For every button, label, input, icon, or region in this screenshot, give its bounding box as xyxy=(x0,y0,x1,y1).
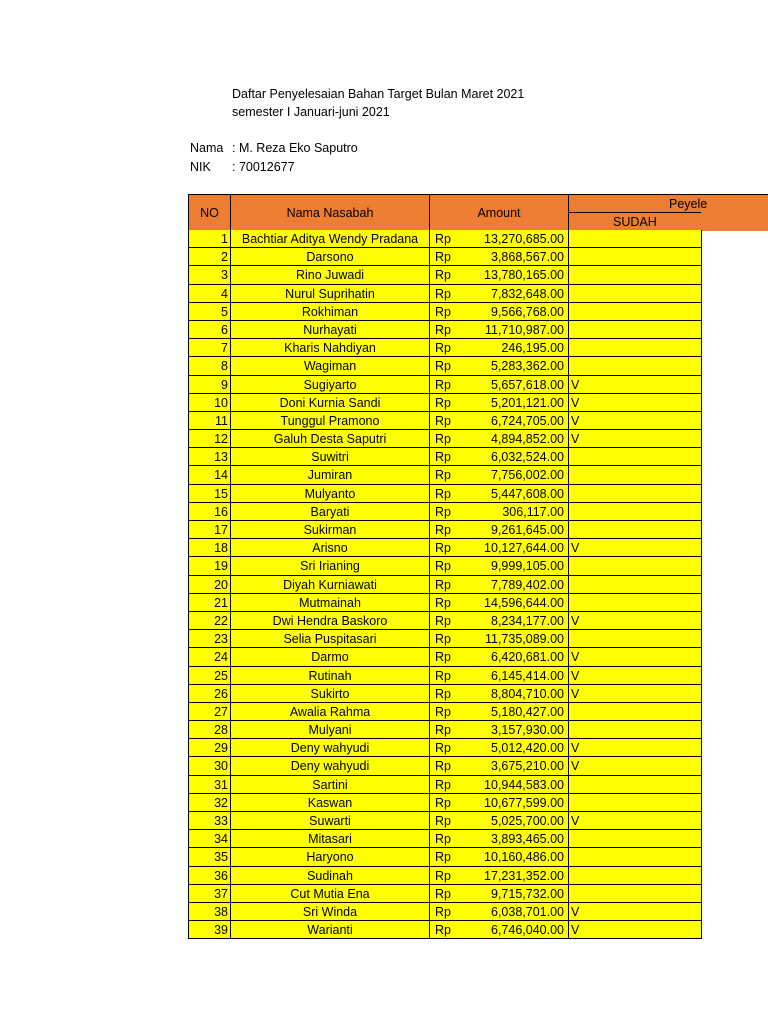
currency-symbol: Rp xyxy=(435,250,451,265)
sudah-mark[interactable] xyxy=(569,339,702,357)
sudah-mark[interactable] xyxy=(569,594,702,612)
currency-symbol: Rp xyxy=(435,559,451,574)
row-number[interactable]: 12 xyxy=(188,430,231,448)
table-row[interactable] xyxy=(188,466,702,484)
currency-symbol: Rp xyxy=(435,668,451,683)
sudah-mark[interactable] xyxy=(569,521,702,539)
column-header-no: NO xyxy=(188,194,231,231)
amount-cell[interactable] xyxy=(430,448,569,466)
amount-value: 6,746,040.00 xyxy=(491,923,564,938)
amount-value: 5,201,121.00 xyxy=(491,395,564,410)
amount-cell[interactable] xyxy=(430,303,569,321)
nasabah-name[interactable]: Deny wahyudi xyxy=(231,757,430,775)
amount-cell[interactable] xyxy=(430,667,569,685)
currency-symbol: Rp xyxy=(435,886,451,901)
table-row[interactable] xyxy=(188,503,702,521)
row-number[interactable]: 18 xyxy=(188,539,231,557)
sudah-mark[interactable]: V xyxy=(569,685,702,703)
amount-value: 5,180,427.00 xyxy=(491,704,564,719)
row-number[interactable]: 16 xyxy=(188,503,231,521)
document-subtitle: semester I Januari-juni 2021 xyxy=(232,105,390,119)
sudah-mark[interactable] xyxy=(569,285,702,303)
amount-cell[interactable] xyxy=(430,430,569,448)
row-number[interactable]: 6 xyxy=(188,321,231,339)
amount-cell[interactable] xyxy=(430,812,569,830)
table-row[interactable] xyxy=(188,430,702,448)
nasabah-name[interactable]: Galuh Desta Saputri xyxy=(231,430,430,448)
column-header-sudah: SUDAH xyxy=(568,212,702,231)
amount-value: 5,025,700.00 xyxy=(491,814,564,828)
nasabah-name[interactable]: Sugiyarto xyxy=(231,376,430,394)
table-row[interactable] xyxy=(188,667,702,685)
sudah-mark[interactable] xyxy=(569,721,702,739)
table-row[interactable] xyxy=(188,594,702,612)
amount-value: 11,735,089.00 xyxy=(484,632,564,647)
sudah-mark[interactable]: V xyxy=(569,739,702,757)
amount-cell[interactable] xyxy=(430,230,569,248)
amount-cell[interactable] xyxy=(430,867,569,885)
table-row[interactable] xyxy=(188,812,702,830)
table-row[interactable] xyxy=(188,376,702,394)
currency-symbol: Rp xyxy=(435,341,451,356)
table-row[interactable] xyxy=(188,539,702,557)
amount-value: 9,715,732.00 xyxy=(491,886,564,901)
amount-value: 10,944,583.00 xyxy=(484,777,564,792)
amount-value: 3,893,465.00 xyxy=(491,832,564,847)
amount-value: 3,675,210.00 xyxy=(491,759,564,774)
currency-symbol: Rp xyxy=(435,523,451,537)
header-fill xyxy=(701,212,768,231)
nasabah-name[interactable]: Diyah Kurniawati xyxy=(231,576,430,594)
amount-cell[interactable] xyxy=(430,594,569,612)
sudah-mark[interactable]: V xyxy=(569,539,702,557)
amount-value: 7,789,402.00 xyxy=(491,577,564,592)
sudah-mark[interactable] xyxy=(569,466,702,484)
sudah-mark[interactable] xyxy=(569,557,702,575)
row-number[interactable]: 8 xyxy=(188,357,231,375)
row-number[interactable]: 20 xyxy=(188,576,231,594)
nasabah-name[interactable]: Bachtiar Aditya Wendy Pradana xyxy=(231,230,430,248)
amount-value: 11,710,987.00 xyxy=(484,322,564,337)
currency-symbol: Rp xyxy=(435,613,451,628)
row-number[interactable]: 35 xyxy=(188,848,231,866)
amount-cell[interactable] xyxy=(430,830,569,848)
amount-cell[interactable] xyxy=(430,557,569,575)
nasabah-name[interactable]: Sri Irianing xyxy=(231,557,430,575)
table-row[interactable] xyxy=(188,230,702,248)
table-row[interactable] xyxy=(188,394,702,412)
amount-cell[interactable] xyxy=(430,648,569,666)
currency-symbol: Rp xyxy=(435,541,451,556)
sudah-mark[interactable] xyxy=(569,321,702,339)
currency-symbol: Rp xyxy=(435,450,451,465)
nasabah-name[interactable]: Warianti xyxy=(231,921,430,939)
nasabah-name[interactable]: Mutmainah xyxy=(231,594,430,612)
amount-value: 4,894,852.00 xyxy=(491,432,564,447)
document-title: Daftar Penyelesaian Bahan Target Bulan Maret 2021 xyxy=(232,87,525,101)
amount-value: 6,724,705.00 xyxy=(491,413,564,428)
table-row[interactable] xyxy=(188,848,702,866)
currency-symbol: Rp xyxy=(435,395,451,410)
nasabah-name[interactable]: Jumiran xyxy=(231,466,430,484)
row-number[interactable]: 22 xyxy=(188,612,231,630)
row-number[interactable]: 21 xyxy=(188,594,231,612)
nasabah-name[interactable]: Selia Puspitasari xyxy=(231,630,430,648)
amount-value: 6,032,524.00 xyxy=(491,450,564,465)
amount-value: 3,868,567.00 xyxy=(491,250,564,265)
currency-symbol: Rp xyxy=(435,923,451,938)
nasabah-name[interactable]: Suwarti xyxy=(231,812,430,830)
row-number[interactable]: 13 xyxy=(188,448,231,466)
currency-symbol: Rp xyxy=(435,486,451,501)
amount-value: 7,756,002.00 xyxy=(491,468,564,483)
sudah-mark[interactable]: V xyxy=(569,430,702,448)
row-number[interactable]: 19 xyxy=(188,557,231,575)
sudah-mark[interactable] xyxy=(569,576,702,594)
nasabah-name[interactable]: Kharis Nahdiyan xyxy=(231,339,430,357)
row-number[interactable]: 32 xyxy=(188,794,231,812)
amount-cell[interactable] xyxy=(430,485,569,503)
sudah-mark[interactable] xyxy=(569,794,702,812)
amount-cell[interactable] xyxy=(430,285,569,303)
amount-value: 3,157,930.00 xyxy=(491,723,564,738)
amount-cell[interactable] xyxy=(430,321,569,339)
currency-symbol: Rp xyxy=(435,232,451,246)
amount-cell[interactable] xyxy=(430,612,569,630)
currency-symbol: Rp xyxy=(435,777,451,792)
amount-value: 246,195.00 xyxy=(501,341,564,356)
table-row[interactable] xyxy=(188,248,702,266)
currency-symbol: Rp xyxy=(435,413,451,428)
row-number[interactable]: 1 xyxy=(188,230,231,248)
amount-value: 5,283,362.00 xyxy=(491,359,564,374)
amount-value: 10,677,599.00 xyxy=(484,795,564,810)
currency-symbol: Rp xyxy=(435,432,451,447)
sudah-mark[interactable] xyxy=(569,885,702,903)
sudah-mark[interactable] xyxy=(569,776,702,794)
row-number[interactable]: 36 xyxy=(188,867,231,885)
currency-symbol: Rp xyxy=(435,904,451,919)
table-row[interactable] xyxy=(188,885,702,903)
table-row[interactable] xyxy=(188,630,702,648)
table-row[interactable] xyxy=(188,685,702,703)
row-number[interactable]: 29 xyxy=(188,739,231,757)
nasabah-name[interactable]: Nurhayati xyxy=(231,321,430,339)
currency-symbol: Rp xyxy=(435,686,451,701)
nasabah-name[interactable]: Darmo xyxy=(231,648,430,666)
amount-value: 5,657,618.00 xyxy=(491,377,564,392)
sudah-mark[interactable]: V xyxy=(569,394,702,412)
amount-value: 7,832,648.00 xyxy=(491,286,564,301)
sudah-mark[interactable] xyxy=(569,503,702,521)
table-row[interactable] xyxy=(188,521,702,539)
nasabah-name[interactable]: Kaswan xyxy=(231,794,430,812)
sudah-mark[interactable] xyxy=(569,703,702,721)
nasabah-name[interactable]: Rutinah xyxy=(231,667,430,685)
row-number[interactable]: 33 xyxy=(188,812,231,830)
table-row[interactable] xyxy=(188,557,702,575)
currency-symbol: Rp xyxy=(435,759,451,774)
nik-label: NIK xyxy=(190,160,211,174)
currency-symbol: Rp xyxy=(435,814,451,828)
amount-value: 5,012,420.00 xyxy=(491,741,564,756)
row-number[interactable]: 25 xyxy=(188,667,231,685)
nasabah-name[interactable]: Tunggul Pramono xyxy=(231,412,430,430)
currency-symbol: Rp xyxy=(435,377,451,392)
row-number[interactable]: 2 xyxy=(188,248,231,266)
sudah-mark[interactable] xyxy=(569,830,702,848)
amount-cell[interactable] xyxy=(430,576,569,594)
sudah-mark[interactable] xyxy=(569,630,702,648)
currency-symbol: Rp xyxy=(435,359,451,374)
row-number[interactable]: 38 xyxy=(188,903,231,921)
amount-cell[interactable] xyxy=(430,776,569,794)
table-row[interactable] xyxy=(188,721,702,739)
table-row[interactable] xyxy=(188,412,702,430)
sudah-mark[interactable] xyxy=(569,867,702,885)
sudah-mark[interactable]: V xyxy=(569,667,702,685)
nasabah-name[interactable]: Rokhiman xyxy=(231,303,430,321)
amount-value: 9,566,768.00 xyxy=(491,304,564,319)
currency-symbol: Rp xyxy=(435,322,451,337)
table-row[interactable] xyxy=(188,303,702,321)
amount-value: 17,231,352.00 xyxy=(484,868,564,883)
amount-cell[interactable] xyxy=(430,412,569,430)
table-row[interactable] xyxy=(188,648,702,666)
nasabah-name[interactable]: Cut Mutia Ena xyxy=(231,885,430,903)
amount-value: 6,420,681.00 xyxy=(491,650,564,665)
table-row[interactable] xyxy=(188,321,702,339)
table-row[interactable] xyxy=(188,357,702,375)
table-row[interactable] xyxy=(188,285,702,303)
amount-cell[interactable] xyxy=(430,903,569,921)
table-row[interactable] xyxy=(188,576,702,594)
sudah-mark[interactable]: V xyxy=(569,757,702,775)
amount-cell[interactable] xyxy=(430,757,569,775)
currency-symbol: Rp xyxy=(435,632,451,647)
row-number[interactable]: 26 xyxy=(188,685,231,703)
amount-cell[interactable] xyxy=(430,848,569,866)
sudah-mark[interactable]: V xyxy=(569,376,702,394)
sudah-mark[interactable]: V xyxy=(569,903,702,921)
currency-symbol: Rp xyxy=(435,868,451,883)
row-number[interactable]: 31 xyxy=(188,776,231,794)
table-row[interactable] xyxy=(188,867,702,885)
nasabah-name[interactable]: Mulyanto xyxy=(231,485,430,503)
nasabah-name[interactable]: Mitasari xyxy=(231,830,430,848)
nasabah-name[interactable]: Awalia Rahma xyxy=(231,703,430,721)
nasabah-name[interactable]: Sudinah xyxy=(231,867,430,885)
amount-cell[interactable] xyxy=(430,376,569,394)
row-number[interactable]: 4 xyxy=(188,285,231,303)
currency-symbol: Rp xyxy=(435,850,451,865)
table-row[interactable] xyxy=(188,794,702,812)
amount-cell[interactable] xyxy=(430,921,569,939)
amount-value: 10,160,486.00 xyxy=(484,850,564,865)
amount-cell[interactable] xyxy=(430,394,569,412)
currency-symbol: Rp xyxy=(435,704,451,719)
amount-value: 13,780,165.00 xyxy=(484,268,564,283)
amount-value: 6,038,701.00 xyxy=(491,904,564,919)
sudah-mark[interactable]: V xyxy=(569,648,702,666)
row-number[interactable]: 39 xyxy=(188,921,231,939)
nasabah-name[interactable]: Sukirman xyxy=(231,521,430,539)
nasabah-name[interactable]: Wagiman xyxy=(231,357,430,375)
amount-cell[interactable] xyxy=(430,357,569,375)
currency-symbol: Rp xyxy=(435,723,451,738)
row-number[interactable]: 23 xyxy=(188,630,231,648)
row-number[interactable]: 5 xyxy=(188,303,231,321)
row-number[interactable]: 30 xyxy=(188,757,231,775)
row-number[interactable]: 34 xyxy=(188,830,231,848)
nasabah-name[interactable]: Deny wahyudi xyxy=(231,739,430,757)
data-table-body xyxy=(188,230,702,939)
nasabah-name[interactable]: Sartini xyxy=(231,776,430,794)
nama-label: Nama xyxy=(190,141,224,155)
row-number[interactable]: 15 xyxy=(188,485,231,503)
row-number[interactable]: 10 xyxy=(188,394,231,412)
amount-cell[interactable] xyxy=(430,539,569,557)
nasabah-name[interactable]: Rino Juwadi xyxy=(231,266,430,284)
table-row[interactable] xyxy=(188,485,702,503)
amount-cell[interactable] xyxy=(430,794,569,812)
currency-symbol: Rp xyxy=(435,577,451,592)
table-row[interactable] xyxy=(188,830,702,848)
nasabah-name[interactable]: Mulyani xyxy=(231,721,430,739)
amount-value: 14,596,644.00 xyxy=(484,595,564,610)
table-row[interactable] xyxy=(188,921,702,939)
currency-symbol: Rp xyxy=(435,795,451,810)
sudah-mark[interactable] xyxy=(569,485,702,503)
nik-value: : 70012677 xyxy=(232,160,295,174)
currency-symbol: Rp xyxy=(435,832,451,847)
currency-symbol: Rp xyxy=(435,504,451,519)
nasabah-name[interactable]: Nurul Suprihatin xyxy=(231,285,430,303)
row-number[interactable]: 7 xyxy=(188,339,231,357)
amount-value: 13,270,685.00 xyxy=(484,232,564,246)
amount-cell[interactable] xyxy=(430,630,569,648)
amount-value: 306,117.00 xyxy=(502,504,564,519)
sudah-mark[interactable] xyxy=(569,848,702,866)
row-number[interactable]: 37 xyxy=(188,885,231,903)
row-number[interactable]: 14 xyxy=(188,466,231,484)
amount-value: 9,999,105.00 xyxy=(491,559,564,574)
amount-cell[interactable] xyxy=(430,739,569,757)
sudah-mark[interactable] xyxy=(569,357,702,375)
amount-cell[interactable] xyxy=(430,703,569,721)
amount-value: 8,804,710.00 xyxy=(491,686,564,701)
table-row[interactable] xyxy=(188,739,702,757)
amount-value: 6,145,414.00 xyxy=(491,668,564,683)
column-header-amount: Amount xyxy=(429,194,569,231)
amount-cell[interactable] xyxy=(430,685,569,703)
nama-value: : M. Reza Eko Saputro xyxy=(232,141,358,155)
sudah-mark[interactable] xyxy=(569,303,702,321)
amount-value: 8,234,177.00 xyxy=(491,613,564,628)
table-row[interactable] xyxy=(188,612,702,630)
column-header-nama-nasabah: Nama Nasabah xyxy=(230,194,430,231)
row-number[interactable]: 11 xyxy=(188,412,231,430)
currency-symbol: Rp xyxy=(435,304,451,319)
nasabah-name[interactable]: Suwitri xyxy=(231,448,430,466)
amount-value: 5,447,608.00 xyxy=(491,486,564,501)
nasabah-name[interactable]: Haryono xyxy=(231,848,430,866)
table-row[interactable] xyxy=(188,903,702,921)
sudah-mark[interactable]: V xyxy=(569,412,702,430)
table-row[interactable] xyxy=(188,776,702,794)
nasabah-name[interactable]: Sri Winda xyxy=(231,903,430,921)
amount-cell[interactable] xyxy=(430,466,569,484)
row-number[interactable]: 24 xyxy=(188,648,231,666)
nasabah-name[interactable]: Baryati xyxy=(231,503,430,521)
row-number[interactable]: 17 xyxy=(188,521,231,539)
table-row[interactable] xyxy=(188,757,702,775)
amount-cell[interactable] xyxy=(430,503,569,521)
table-row[interactable] xyxy=(188,266,702,284)
amount-cell[interactable] xyxy=(430,721,569,739)
sudah-mark[interactable]: V xyxy=(569,812,702,830)
sudah-mark[interactable] xyxy=(569,266,702,284)
currency-symbol: Rp xyxy=(435,286,451,301)
sudah-mark[interactable] xyxy=(569,230,702,248)
table-row[interactable] xyxy=(188,339,702,357)
amount-cell[interactable] xyxy=(430,885,569,903)
row-number[interactable]: 9 xyxy=(188,376,231,394)
nasabah-name[interactable]: Dwi Hendra Baskoro xyxy=(231,612,430,630)
amount-cell[interactable] xyxy=(430,248,569,266)
sudah-mark[interactable] xyxy=(569,448,702,466)
nasabah-name[interactable]: Arisno xyxy=(231,539,430,557)
table-row[interactable] xyxy=(188,448,702,466)
row-number[interactable]: 27 xyxy=(188,703,231,721)
amount-cell[interactable] xyxy=(430,339,569,357)
sudah-mark[interactable]: V xyxy=(569,921,702,939)
currency-symbol: Rp xyxy=(435,268,451,283)
column-header-penyelesaian: Peyele xyxy=(568,194,768,213)
row-number[interactable]: 3 xyxy=(188,266,231,284)
nasabah-name[interactable]: Sukirto xyxy=(231,685,430,703)
amount-value: 10,127,644.00 xyxy=(484,541,564,556)
currency-symbol: Rp xyxy=(435,468,451,483)
table-row[interactable] xyxy=(188,703,702,721)
amount-cell[interactable] xyxy=(430,521,569,539)
nasabah-name[interactable]: Darsono xyxy=(231,248,430,266)
currency-symbol: Rp xyxy=(435,595,451,610)
amount-cell[interactable] xyxy=(430,266,569,284)
currency-symbol: Rp xyxy=(435,741,451,756)
row-number[interactable]: 28 xyxy=(188,721,231,739)
nasabah-name[interactable]: Doni Kurnia Sandi xyxy=(231,394,430,412)
currency-symbol: Rp xyxy=(435,650,451,665)
sudah-mark[interactable] xyxy=(569,248,702,266)
sudah-mark[interactable]: V xyxy=(569,612,702,630)
amount-value: 9,261,645.00 xyxy=(491,523,564,537)
